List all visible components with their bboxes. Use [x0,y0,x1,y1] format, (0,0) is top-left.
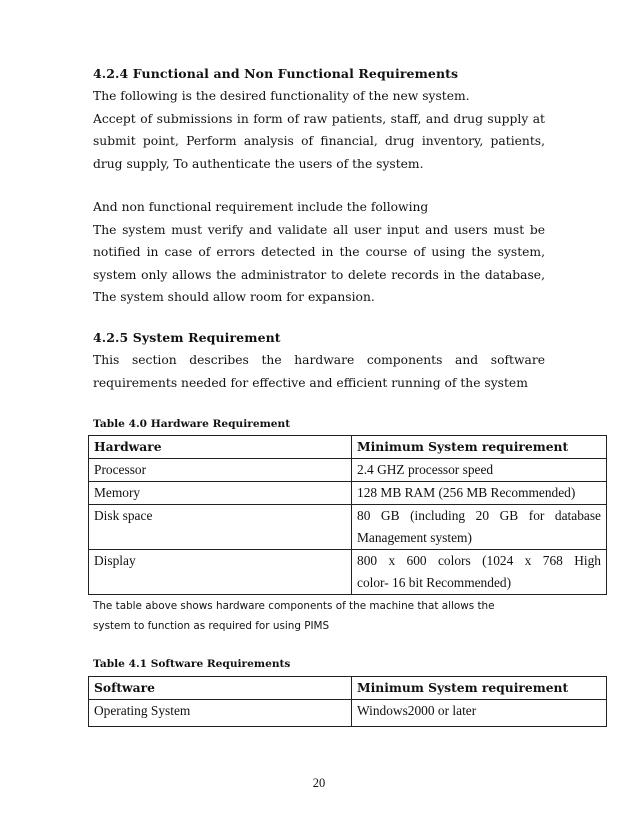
table-cell: Processor [89,459,352,482]
table-row [89,550,607,595]
table-row [89,505,607,550]
table-cell: Disk space [89,505,352,550]
note-line: system to function as required for using PIMS [93,620,330,632]
body-line: This section describes the hardware components and software [93,353,545,367]
table-cell [352,505,607,550]
body-line: submit point, Perform analysis of financial, drug inventory, patients, [93,134,545,148]
body-line: The system must verify and validate all user input and users must be [93,222,545,237]
body-line: notified in case of errors detected in the course of using the system, [93,245,545,259]
header-cell: Minimum System requirement [352,677,607,700]
table-cell: Memory [89,482,352,505]
table-cell: Windows2000 or later [352,700,607,727]
table-cell [352,550,607,595]
cell-line: 80 GB (including 20 GB for database [357,508,601,523]
cell-line: 800 x 600 colors (1024 x 768 High [357,553,601,568]
body-line: system only allows the administrator to delete records in the database, [93,267,545,282]
header-cell: Software [89,677,352,700]
cell-line: Management system) [357,530,472,545]
table-row [89,700,607,727]
nonfunctional-body [93,196,545,309]
table-header-row [89,677,607,700]
note-line: The table above shows hardware components of the machine that allows the [93,600,495,612]
table-row [89,459,607,482]
section-424-body [93,85,545,175]
hardware-table-note [93,596,545,636]
body-line: Accept of submissions in form of raw patients, staff, and drug supply at [93,111,545,126]
hardware-table-caption: Table 4.0 Hardware Requirement [93,418,291,430]
body-line: And non functional requirement include the following [93,200,429,214]
software-requirements-table [88,676,607,727]
table-cell: 128 MB RAM (256 MB Recommended) [352,482,607,505]
cell-line: color- 16 bit Recommended) [357,575,512,590]
table-cell: Display [89,550,352,595]
table-header-row [89,436,607,459]
table-cell: Operating System [89,700,352,727]
section-425-heading: 4.2.5 System Requirement [93,330,281,345]
table-cell: 2.4 GHZ processor speed [352,459,607,482]
body-line: The system should allow room for expansion. [93,290,375,304]
section-425-body [93,349,545,394]
hardware-requirements-table [88,435,607,595]
header-cell: Hardware [89,436,352,459]
software-table-caption: Table 4.1 Software Requirements [93,658,291,670]
section-424-heading: 4.2.4 Functional and Non Functional Requirements [93,66,459,81]
header-cell: Minimum System requirement [352,436,607,459]
page-number: 20 [312,776,326,790]
body-line: requirements needed for effective and efficient running of the system [93,375,528,390]
body-line: The following is the desired functionality of the new system. [93,89,470,103]
table-row [89,482,607,505]
body-line: drug supply, To authenticate the users of the system. [93,156,424,171]
